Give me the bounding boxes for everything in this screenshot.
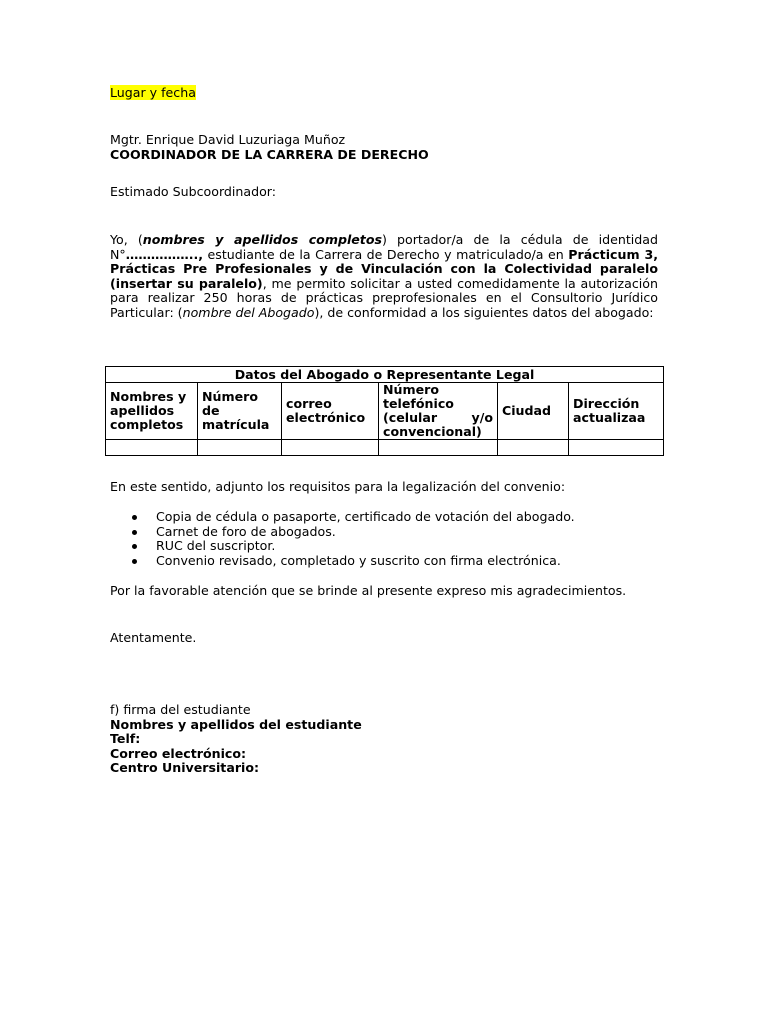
cell-nombres[interactable] bbox=[106, 440, 198, 456]
list-item bbox=[110, 525, 575, 540]
text-practicum: Prácticum 3, Prácticas Pre Profesionales y de Vinculación con la Colectividad paralelo (insertar su paralelo) bbox=[110, 246, 659, 291]
text-portador: ) portador/a de la cédula de identidad bbox=[381, 232, 658, 247]
table-header-row bbox=[106, 383, 664, 440]
list-item-text: RUC del suscriptor. bbox=[156, 538, 276, 553]
greeting: Estimado Subcoordinador: bbox=[110, 184, 276, 199]
recipient-title: COORDINADOR DE LA CARRERA DE DERECHO bbox=[110, 146, 429, 162]
text-estudiante: estudiante de la Carrera de Derecho y matriculado/a en bbox=[203, 246, 569, 262]
cell-correo[interactable] bbox=[282, 440, 379, 456]
bullet-icon bbox=[132, 515, 137, 520]
request-line-1 bbox=[110, 233, 658, 248]
bullet-icon bbox=[132, 559, 137, 564]
cell-direccion[interactable] bbox=[569, 440, 664, 456]
thanks-line: Por la favorable atención que se brinde al presente expreso mis agradecimientos. bbox=[110, 583, 627, 598]
header-telefono: Número telefónico (celular y/o convencional) bbox=[379, 383, 498, 440]
header-nombres: Nombres y apellidos completos bbox=[106, 383, 198, 440]
center-label: Centro Universitario: bbox=[110, 760, 260, 775]
list-item-text: Carnet de foro de abogados. bbox=[156, 523, 336, 539]
place-date-highlight: Lugar y fecha bbox=[110, 85, 196, 100]
placeholder-nombres: nombres y apellidos completos bbox=[142, 232, 382, 247]
cell-matricula[interactable] bbox=[198, 440, 282, 456]
place-date-line bbox=[110, 86, 658, 101]
text-n: N° bbox=[110, 246, 126, 262]
text-yo: Yo, ( bbox=[110, 232, 143, 247]
placeholder-cedula: …………….., bbox=[125, 246, 204, 262]
header-direccion: Dirección actualizaa bbox=[569, 383, 664, 440]
list-item bbox=[110, 554, 575, 569]
table-title: Datos del Abogado o Representante Legal bbox=[106, 367, 664, 383]
signature-line: f) firma del estudiante bbox=[110, 702, 251, 717]
bullet-icon bbox=[132, 544, 137, 549]
text-conformidad: ), de conformidad a los siguientes datos del abogado: bbox=[314, 304, 654, 320]
email-label: Correo electrónico: bbox=[110, 745, 247, 761]
placeholder-abogado: nombre del Abogado bbox=[182, 304, 315, 320]
header-ciudad: Ciudad bbox=[498, 383, 569, 440]
recipient-name: Mgtr. Enrique David Luzuriaga Muñoz bbox=[110, 132, 346, 147]
list-item-text: Convenio revisado, completado y suscrito con firma electrónica. bbox=[156, 552, 561, 568]
list-item-text: Copia de cédula o pasaporte, certificado de votación del abogado. bbox=[156, 509, 575, 524]
text-permito: , me permito solicitar a usted comedidamente la autorización para realizar 250 horas de prácticas preprofesionales en el Consultorio Jurídico Particular: ( bbox=[110, 275, 658, 320]
lawyer-data-table bbox=[105, 366, 664, 456]
request-body bbox=[110, 248, 658, 321]
student-name-label: Nombres y apellidos del estudiante bbox=[110, 716, 362, 732]
header-matricula: Número de matrícula bbox=[198, 383, 282, 440]
cell-telefono[interactable] bbox=[379, 440, 498, 456]
requisitos-list bbox=[110, 510, 575, 568]
requisitos-intro: En este sentido, adjunto los requisitos para la legalización del convenio: bbox=[110, 479, 566, 494]
regards-line: Atentamente. bbox=[110, 630, 197, 645]
header-correo: correo electrónico bbox=[282, 383, 379, 440]
table-empty-row bbox=[106, 440, 664, 456]
cell-ciudad[interactable] bbox=[498, 440, 569, 456]
bullet-icon bbox=[132, 530, 137, 535]
request-paragraph bbox=[110, 233, 658, 320]
list-item bbox=[110, 539, 575, 554]
phone-label: Telf: bbox=[110, 731, 141, 746]
list-item bbox=[110, 510, 575, 525]
